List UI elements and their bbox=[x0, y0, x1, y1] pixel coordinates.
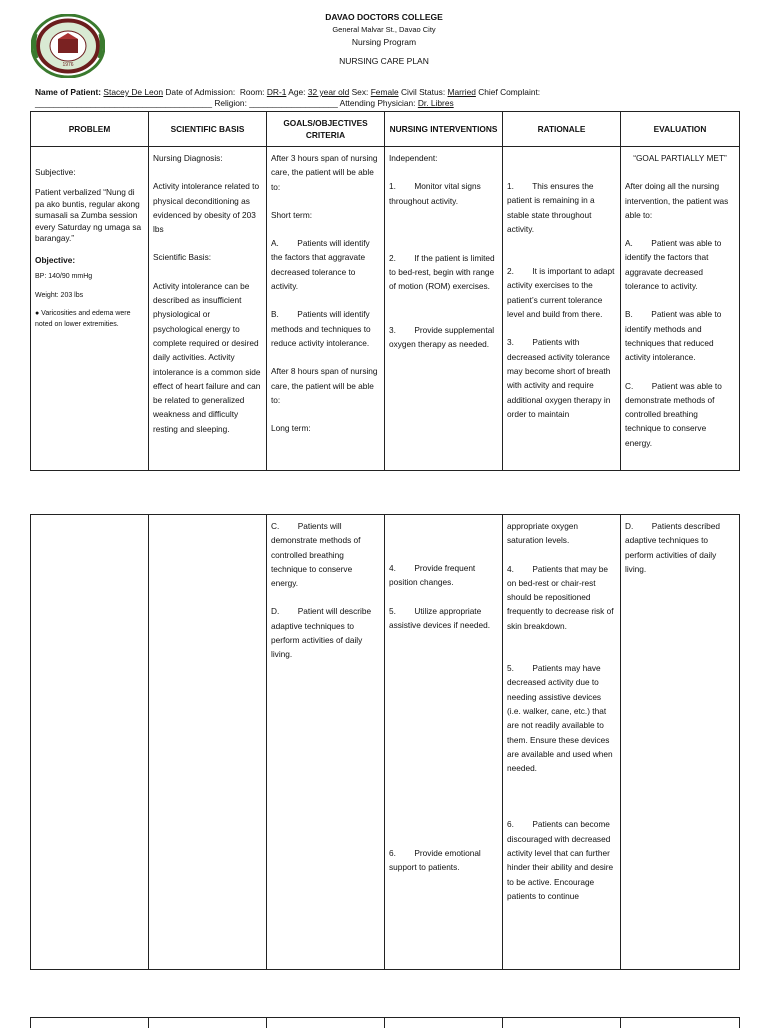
evaluation-cell: “GOAL PARTIALLY MET” After doing all the nursing intervention, the patient was able to: A. Patient was able to identify the factors that aggravate decreased tolerance to activity. B. Patient was able to identify methods and techniques that reduced activity intolerance. C. Patient was able to demonstrate methods of controlled breathing technique to conserve energy. bbox=[621, 147, 740, 471]
col-scientific-basis: SCIENTIFIC BASIS bbox=[149, 112, 267, 147]
scientific-basis-cell: Nursing Diagnosis: Activity intolerance related to physical deconditioning as evidenced by obesity of 203 lbs Scientific Basis: Activity intolerance can be described as insufficient physiological or psychological energy to complete required or desired daily activities. Activity intolerance is a common side effect of heart failure and can be related to generalized weakness and difficulty resting and sleeping. bbox=[149, 147, 267, 471]
problem-cell-2 bbox=[31, 515, 149, 970]
rationale-cell: 1. This ensures the patient is remaining in a stable state throughout activity. 2. It is important to adapt activity exercises to the patient’s current tolerance level and build from there. 3. Patients with decreased activity tolerance may become short of breath with activity and require additional oxygen therapy in order to maintain bbox=[503, 147, 621, 471]
evaluation-cell-2: D. Patients described adaptive techniques to perform activities of daily living. bbox=[621, 515, 740, 970]
patient-sex: Female bbox=[370, 87, 399, 97]
care-plan-table-1 bbox=[30, 111, 740, 471]
col-rationale: RATIONALE bbox=[503, 112, 621, 147]
rationale-cell-2: appropriate oxygen saturation levels. 4. Patients that may be on bed-rest or chair-rest should be repositioned frequently to decrease risk of skin breakdown. 5. Patients may have decreased activity due to needing assistive devices (i.e. walker, cane, etc.) that are not readily available to them. Ensure these devices are available and used when needed. 6. Patients can become discouraged with decreased activity level that can further hinder their ability and desire to be active. Encourage patients to continue bbox=[503, 515, 621, 970]
care-plan-table-3-partial bbox=[30, 1017, 740, 1028]
patient-age: 32 year old bbox=[307, 87, 350, 97]
col-goals: GOALS/OBJECTIVES CRITERIA bbox=[267, 112, 385, 147]
col-interventions: NURSING INTERVENTIONS bbox=[385, 112, 503, 147]
goals-cell: After 3 hours span of nursing care, the patient will be able to: Short term: A. Patients will identify the factors that aggravate decreased tolerance to activity. B. Patients will identify methods and techniques to reduce activity intolerance. After 8 hours span of nursing care, the patient will be able to: Long term: bbox=[267, 147, 385, 471]
care-plan-table-2 bbox=[30, 514, 740, 970]
svg-text:1976: 1976 bbox=[62, 62, 74, 68]
col-evaluation: EVALUATION bbox=[621, 112, 740, 147]
patient-info-line-1: Name of Patient: Stacey De Leon Date of Admission: Room: DR-1 Age: 32 year old Sex: Female Civil Status: Married Chief Complaint: bbox=[35, 87, 541, 97]
document-title: NURSING CARE PLAN bbox=[339, 56, 429, 66]
patient-room: DR-1 bbox=[266, 87, 287, 97]
problem-cell: Subjective: Patient verbalized “Nung di pa ako buntis, regular akong sumasali sa Zumba session every Saturday ng umaga sa barangay.” Objective: BP: 140/90 mmHg Weight: 203 lbs ● Varicosities and edema were noted on lower extremities. bbox=[31, 147, 149, 471]
patient-name: Stacey De Leon bbox=[103, 87, 164, 97]
college-address: General Malvar St., Davao City bbox=[332, 25, 436, 34]
college-name: DAVAO DOCTORS COLLEGE bbox=[325, 12, 443, 22]
goals-cell-2: C. Patients will demonstrate methods of controlled breathing technique to conserve energy. D. Patient will describe adaptive techniques to perform activities of daily living. bbox=[267, 515, 385, 970]
program-name: Nursing Program bbox=[351, 37, 417, 47]
interventions-cell-2: 4. Provide frequent position changes. 5. Utilize appropriate assistive devices if needed. 6. Provide emotional support to patients. bbox=[385, 515, 503, 970]
patient-civil-status: Married bbox=[447, 87, 476, 97]
col-problem: PROBLEM bbox=[31, 112, 149, 147]
patient-info-line-2: ______________________________________ Religion: ___________________ Attending Physician: Dr. Libres bbox=[35, 98, 454, 108]
attending-physician: Dr. Libres bbox=[417, 98, 454, 108]
interventions-cell: Independent: 1. Monitor vital signs throughout activity. 2. If the patient is limited to bed-rest, begin with range of motion (ROM) exercises. 3. Provide supplemental oxygen therapy as needed. bbox=[385, 147, 503, 471]
scientific-basis-cell-2 bbox=[149, 515, 267, 970]
